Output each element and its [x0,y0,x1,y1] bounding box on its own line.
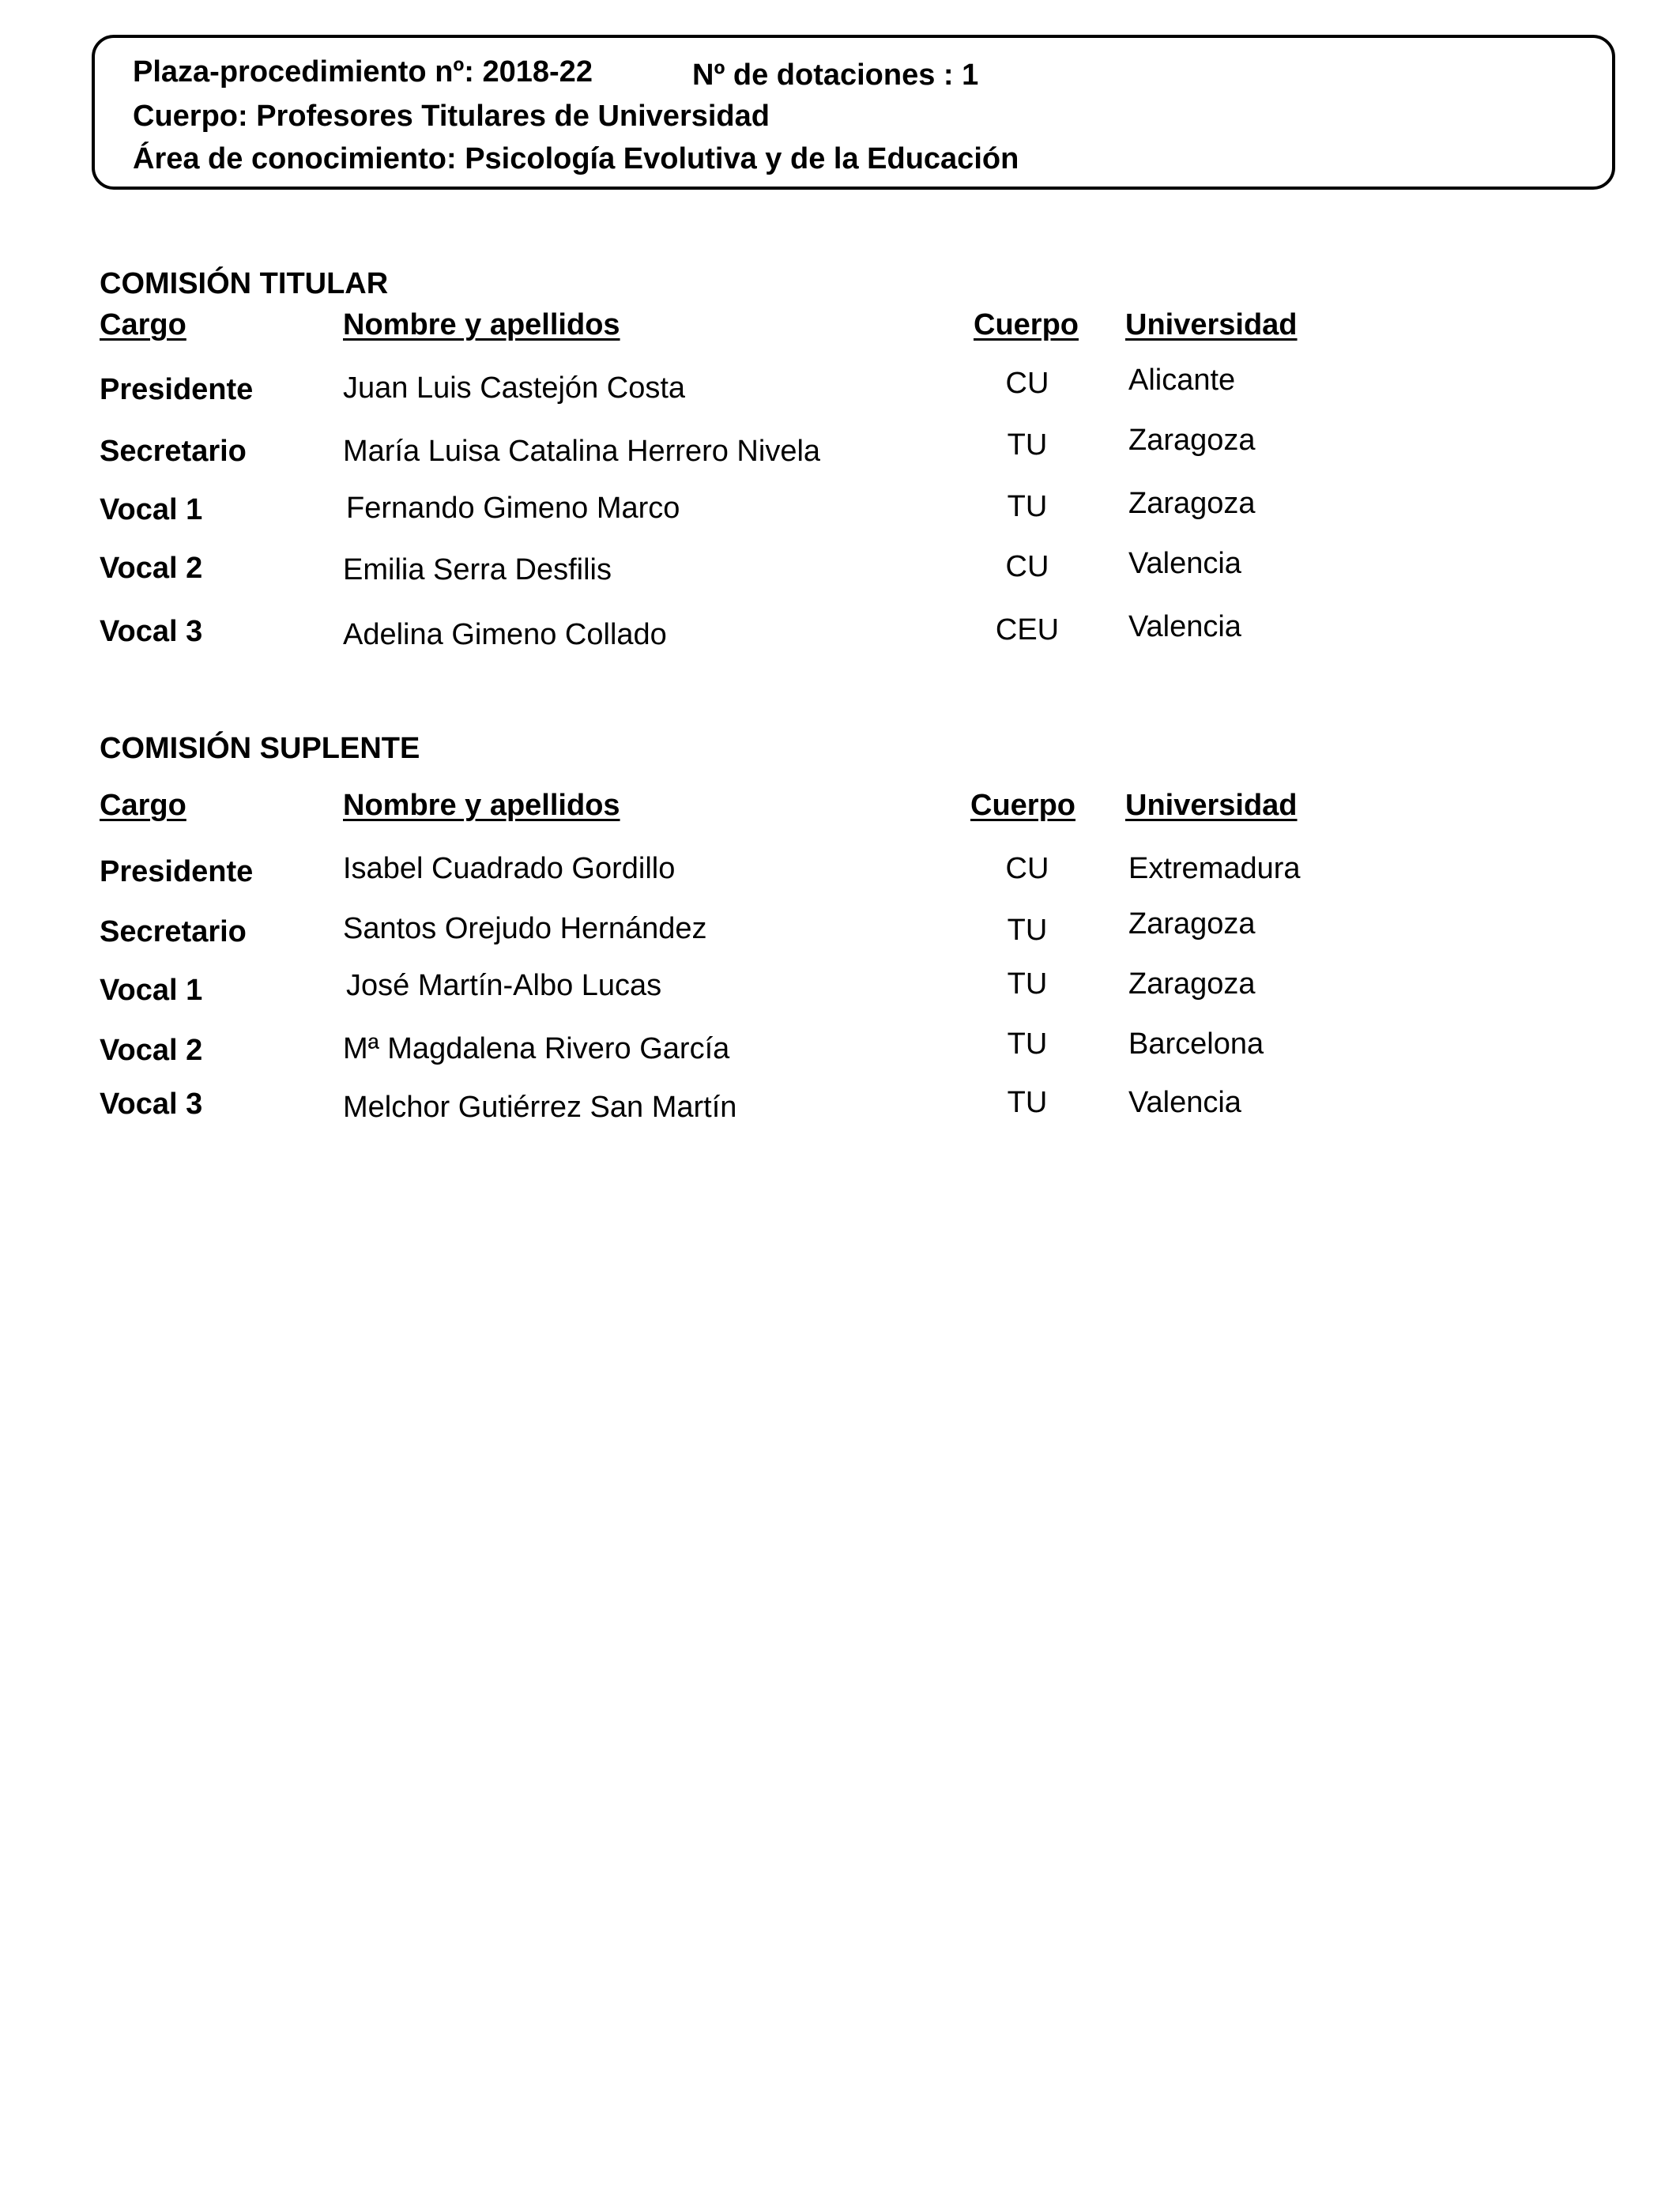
suplente-col-universidad: Universidad [1125,789,1298,822]
titular-row-4-universidad: Valencia [1128,547,1241,580]
titular-row-1-cargo: Presidente [100,373,254,406]
titular-row-3-nombre: Fernando Gimeno Marco [346,492,680,525]
suplente-row-2-nombre: Santos Orejudo Hernández [343,912,707,945]
cuerpo-line: Cuerpo: Profesores Titulares de Universidad [133,100,770,133]
titular-col-universidad: Universidad [1125,308,1298,341]
titular-row-2-universidad: Zaragoza [1128,424,1256,457]
suplente-row-3-cargo: Vocal 1 [100,974,203,1007]
suplente-row-5-nombre: Melchor Gutiérrez San Martín [343,1091,737,1124]
titular-row-1-cuerpo: CU [1005,367,1049,400]
titular-row-5-cargo: Vocal 3 [100,615,203,648]
titular-row-1-nombre: Juan Luis Castejón Costa [343,371,686,405]
titular-col-nombre: Nombre y apellidos [343,308,620,341]
suplente-row-3-nombre: José Martín-Albo Lucas [346,969,662,1002]
titular-col-cargo: Cargo [100,308,186,341]
suplente-row-4-nombre: Mª Magdalena Rivero García [343,1032,730,1065]
suplente-row-1-cargo: Presidente [100,855,254,888]
suplente-row-3-cuerpo: TU [1007,967,1048,1001]
suplente-row-1-cuerpo: CU [1005,852,1049,885]
suplente-row-1-universidad: Extremadura [1128,852,1301,885]
suplente-title: COMISIÓN SUPLENTE [100,732,420,765]
suplente-row-4-cuerpo: TU [1007,1027,1048,1061]
area-line: Área de conocimiento: Psicología Evolutiva y de la Educación [133,142,1019,175]
titular-row-4-cargo: Vocal 2 [100,552,203,585]
titular-row-3-universidad: Zaragoza [1128,487,1256,520]
suplente-row-2-cuerpo: TU [1007,914,1048,947]
suplente-col-cargo: Cargo [100,789,186,822]
titular-row-3-cuerpo: TU [1007,490,1048,523]
titular-row-5-universidad: Valencia [1128,610,1241,643]
suplente-row-4-universidad: Barcelona [1128,1027,1264,1061]
suplente-row-1-nombre: Isabel Cuadrado Gordillo [343,852,676,885]
titular-row-5-nombre: Adelina Gimeno Collado [343,618,667,651]
titular-row-2-cargo: Secretario [100,435,247,468]
suplente-row-4-cargo: Vocal 2 [100,1034,203,1067]
suplente-row-2-universidad: Zaragoza [1128,907,1256,941]
titular-title: COMISIÓN TITULAR [100,267,389,300]
titular-row-2-nombre: María Luisa Catalina Herrero Nivela [343,435,821,468]
titular-col-cuerpo: Cuerpo [974,308,1079,341]
suplente-row-5-universidad: Valencia [1128,1086,1241,1119]
suplente-col-cuerpo: Cuerpo [970,789,1075,822]
suplente-row-2-cargo: Secretario [100,915,247,948]
suplente-row-3-universidad: Zaragoza [1128,967,1256,1001]
suplente-col-nombre: Nombre y apellidos [343,789,620,822]
titular-row-1-universidad: Alicante [1128,364,1236,397]
suplente-row-5-cargo: Vocal 3 [100,1088,203,1121]
titular-row-5-cuerpo: CEU [995,613,1060,647]
titular-row-4-nombre: Emilia Serra Desfilis [343,553,612,586]
dotaciones-count: Nº de dotaciones : 1 [692,58,979,92]
suplente-row-5-cuerpo: TU [1007,1086,1048,1119]
plaza-number: Plaza-procedimiento nº: 2018-22 [133,55,593,89]
titular-row-2-cuerpo: TU [1007,428,1048,462]
titular-row-3-cargo: Vocal 1 [100,493,203,526]
titular-row-4-cuerpo: CU [1005,550,1049,583]
